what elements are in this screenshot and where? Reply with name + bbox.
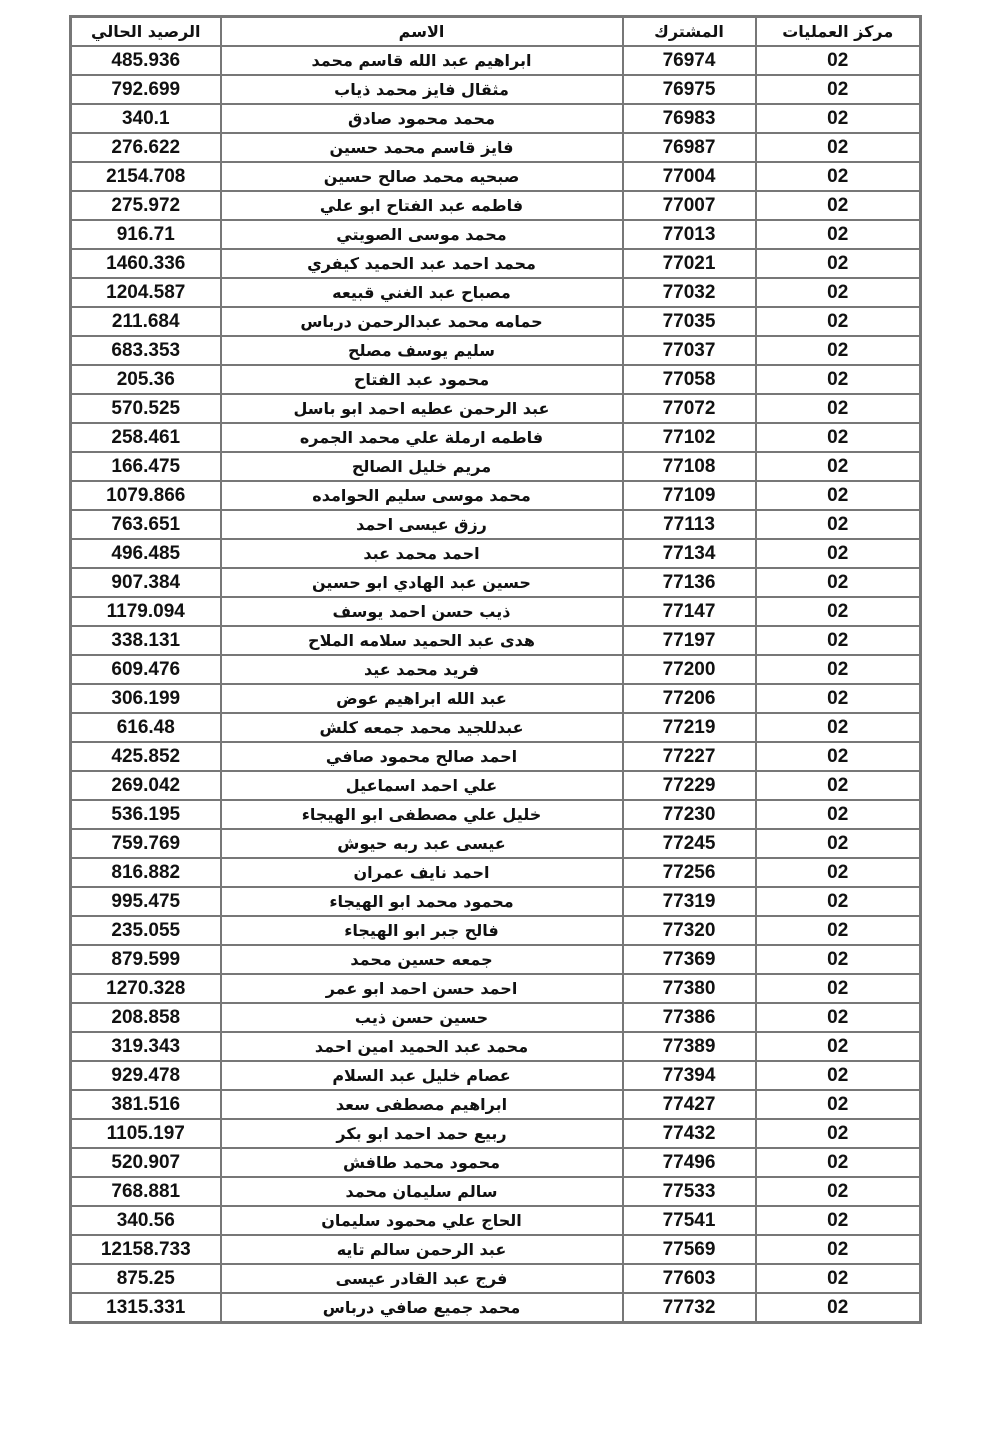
- cell-current-balance: 907.384: [71, 568, 221, 597]
- cell-current-balance: 496.485: [71, 539, 221, 568]
- cell-name: جمعه حسين محمد: [221, 945, 623, 974]
- table-row: [71, 974, 921, 1003]
- cell-current-balance: 12158.733: [71, 1235, 221, 1264]
- cell-name: حمامه محمد عبدالرحمن درباس: [221, 307, 623, 336]
- header-operations-center: مركز العمليات: [756, 17, 921, 47]
- cell-name: ربيع حمد احمد ابو بكر: [221, 1119, 623, 1148]
- cell-operations-center: 02: [756, 1003, 921, 1032]
- cell-operations-center: 02: [756, 1264, 921, 1293]
- cell-subscriber: 77394: [623, 1061, 756, 1090]
- cell-name: احمد محمد عبد: [221, 539, 623, 568]
- table-row: [71, 1235, 921, 1264]
- header-current-balance: الرصيد الحالي: [71, 17, 221, 47]
- cell-current-balance: 816.882: [71, 858, 221, 887]
- table-row: [71, 829, 921, 858]
- cell-subscriber: 77108: [623, 452, 756, 481]
- cell-subscriber: 77007: [623, 191, 756, 220]
- table-row: [71, 771, 921, 800]
- cell-operations-center: 02: [756, 1061, 921, 1090]
- cell-operations-center: 02: [756, 742, 921, 771]
- table-row: [71, 742, 921, 771]
- cell-operations-center: 02: [756, 539, 921, 568]
- cell-operations-center: 02: [756, 249, 921, 278]
- cell-subscriber: 77319: [623, 887, 756, 916]
- cell-name: فريد محمد عيد: [221, 655, 623, 684]
- cell-name: حسين حسن ذيب: [221, 1003, 623, 1032]
- cell-operations-center: 02: [756, 220, 921, 249]
- cell-subscriber: 76987: [623, 133, 756, 162]
- table-row: [71, 249, 921, 278]
- cell-current-balance: 1179.094: [71, 597, 221, 626]
- cell-name: هدى عبد الحميد سلامه الملاح: [221, 626, 623, 655]
- table-row: [71, 1206, 921, 1235]
- cell-subscriber: 77533: [623, 1177, 756, 1206]
- cell-operations-center: 02: [756, 1177, 921, 1206]
- table-row: [71, 1119, 921, 1148]
- cell-current-balance: 166.475: [71, 452, 221, 481]
- cell-operations-center: 02: [756, 510, 921, 539]
- cell-operations-center: 02: [756, 365, 921, 394]
- cell-subscriber: 77230: [623, 800, 756, 829]
- cell-name: احمد حسن احمد ابو عمر: [221, 974, 623, 1003]
- cell-name: محمد عبد الحميد امين احمد: [221, 1032, 623, 1061]
- cell-current-balance: 1204.587: [71, 278, 221, 307]
- cell-name: ابراهيم عبد الله قاسم محمد: [221, 46, 623, 75]
- cell-name: عبد الرحمن سالم تايه: [221, 1235, 623, 1264]
- cell-operations-center: 02: [756, 713, 921, 742]
- cell-name: ابراهيم مصطفى سعد: [221, 1090, 623, 1119]
- cell-subscriber: 76975: [623, 75, 756, 104]
- table-row: [71, 626, 921, 655]
- cell-operations-center: 02: [756, 1032, 921, 1061]
- cell-current-balance: 570.525: [71, 394, 221, 423]
- cell-current-balance: 879.599: [71, 945, 221, 974]
- table-row: [71, 1264, 921, 1293]
- cell-subscriber: 77035: [623, 307, 756, 336]
- table-row: [71, 887, 921, 916]
- cell-name: عبد الله ابراهيم عوض: [221, 684, 623, 713]
- table-row: [71, 307, 921, 336]
- cell-operations-center: 02: [756, 597, 921, 626]
- cell-operations-center: 02: [756, 858, 921, 887]
- cell-operations-center: 02: [756, 394, 921, 423]
- table-row: [71, 336, 921, 365]
- cell-name: مصباح عبد الغني قبيعه: [221, 278, 623, 307]
- cell-name: احمد صالح محمود صافي: [221, 742, 623, 771]
- cell-subscriber: 77032: [623, 278, 756, 307]
- table-row: [71, 1032, 921, 1061]
- cell-subscriber: 77037: [623, 336, 756, 365]
- cell-operations-center: 02: [756, 1235, 921, 1264]
- cell-current-balance: 1079.866: [71, 481, 221, 510]
- table-row: [71, 916, 921, 945]
- table-row: [71, 539, 921, 568]
- cell-subscriber: 77219: [623, 713, 756, 742]
- table-row: [71, 220, 921, 249]
- table-row: [71, 684, 921, 713]
- cell-name: مثقال فايز محمد ذياب: [221, 75, 623, 104]
- table-row: [71, 1003, 921, 1032]
- cell-current-balance: 269.042: [71, 771, 221, 800]
- cell-subscriber: 77206: [623, 684, 756, 713]
- cell-operations-center: 02: [756, 974, 921, 1003]
- cell-current-balance: 995.475: [71, 887, 221, 916]
- cell-name: فايز قاسم محمد حسين: [221, 133, 623, 162]
- cell-current-balance: 1270.328: [71, 974, 221, 1003]
- cell-operations-center: 02: [756, 945, 921, 974]
- cell-current-balance: 276.622: [71, 133, 221, 162]
- table-row: [71, 858, 921, 887]
- cell-operations-center: 02: [756, 336, 921, 365]
- cell-operations-center: 02: [756, 887, 921, 916]
- cell-subscriber: 77102: [623, 423, 756, 452]
- cell-subscriber: 77541: [623, 1206, 756, 1235]
- table-row: [71, 365, 921, 394]
- cell-name: سالم سليمان محمد: [221, 1177, 623, 1206]
- table-row: [71, 191, 921, 220]
- table-row: [71, 452, 921, 481]
- cell-subscriber: 77229: [623, 771, 756, 800]
- table-row: [71, 800, 921, 829]
- cell-current-balance: 616.48: [71, 713, 221, 742]
- cell-current-balance: 235.055: [71, 916, 221, 945]
- table-row: [71, 945, 921, 974]
- cell-subscriber: 77432: [623, 1119, 756, 1148]
- cell-name: عيسى عبد ربه حيوش: [221, 829, 623, 858]
- cell-operations-center: 02: [756, 1090, 921, 1119]
- cell-subscriber: 77197: [623, 626, 756, 655]
- cell-subscriber: 77227: [623, 742, 756, 771]
- cell-operations-center: 02: [756, 1119, 921, 1148]
- cell-subscriber: 77147: [623, 597, 756, 626]
- cell-subscriber: 77369: [623, 945, 756, 974]
- cell-current-balance: 875.25: [71, 1264, 221, 1293]
- cell-name: عبد الرحمن عطيه احمد ابو باسل: [221, 394, 623, 423]
- cell-subscriber: 77058: [623, 365, 756, 394]
- cell-name: محمود عبد الفتاح: [221, 365, 623, 394]
- cell-current-balance: 340.1: [71, 104, 221, 133]
- cell-current-balance: 2154.708: [71, 162, 221, 191]
- cell-operations-center: 02: [756, 800, 921, 829]
- cell-current-balance: 1460.336: [71, 249, 221, 278]
- cell-operations-center: 02: [756, 452, 921, 481]
- table-row: [71, 1177, 921, 1206]
- cell-current-balance: 1105.197: [71, 1119, 221, 1148]
- header-subscriber: المشترك: [623, 17, 756, 47]
- cell-operations-center: 02: [756, 104, 921, 133]
- cell-current-balance: 929.478: [71, 1061, 221, 1090]
- table-row: [71, 1293, 921, 1323]
- table-row: [71, 597, 921, 626]
- cell-subscriber: 77732: [623, 1293, 756, 1323]
- cell-current-balance: 319.343: [71, 1032, 221, 1061]
- cell-subscriber: 77386: [623, 1003, 756, 1032]
- cell-name: عصام خليل عبد السلام: [221, 1061, 623, 1090]
- cell-operations-center: 02: [756, 75, 921, 104]
- cell-current-balance: 609.476: [71, 655, 221, 684]
- table-body: [71, 46, 921, 1323]
- cell-operations-center: 02: [756, 162, 921, 191]
- cell-subscriber: 77109: [623, 481, 756, 510]
- cell-name: الحاج علي محمود سليمان: [221, 1206, 623, 1235]
- cell-subscriber: 77004: [623, 162, 756, 191]
- table-row: [71, 75, 921, 104]
- cell-name: احمد نايف عمران: [221, 858, 623, 887]
- cell-name: عبدللجيد محمد جمعه كلش: [221, 713, 623, 742]
- cell-subscriber: 76983: [623, 104, 756, 133]
- cell-subscriber: 77134: [623, 539, 756, 568]
- table-row: [71, 278, 921, 307]
- table-row: [71, 1061, 921, 1090]
- cell-name: مريم خليل الصالح: [221, 452, 623, 481]
- cell-current-balance: 381.516: [71, 1090, 221, 1119]
- cell-operations-center: 02: [756, 423, 921, 452]
- cell-subscriber: 77072: [623, 394, 756, 423]
- cell-operations-center: 02: [756, 916, 921, 945]
- cell-operations-center: 02: [756, 568, 921, 597]
- cell-subscriber: 77013: [623, 220, 756, 249]
- cell-name: محمد محمود صادق: [221, 104, 623, 133]
- cell-current-balance: 792.699: [71, 75, 221, 104]
- cell-subscriber: 77245: [623, 829, 756, 858]
- table-row: [71, 510, 921, 539]
- cell-current-balance: 205.36: [71, 365, 221, 394]
- cell-operations-center: 02: [756, 684, 921, 713]
- cell-name: محمد موسى الصويتي: [221, 220, 623, 249]
- cell-operations-center: 02: [756, 1148, 921, 1177]
- cell-name: رزق عيسى احمد: [221, 510, 623, 539]
- cell-name: فالح جبر ابو الهيجاء: [221, 916, 623, 945]
- cell-operations-center: 02: [756, 829, 921, 858]
- cell-name: محمود محمد ابو الهيجاء: [221, 887, 623, 916]
- table-row: [71, 162, 921, 191]
- cell-current-balance: 759.769: [71, 829, 221, 858]
- cell-subscriber: 77256: [623, 858, 756, 887]
- table-row: [71, 133, 921, 162]
- cell-current-balance: 763.651: [71, 510, 221, 539]
- table-row: [71, 1148, 921, 1177]
- table-row: [71, 423, 921, 452]
- document-page: [69, 15, 919, 1324]
- cell-subscriber: 77380: [623, 974, 756, 1003]
- cell-current-balance: 275.972: [71, 191, 221, 220]
- cell-name: علي احمد اسماعيل: [221, 771, 623, 800]
- table-row: [71, 481, 921, 510]
- cell-name: فاطمه ارملة علي محمد الجمره: [221, 423, 623, 452]
- cell-current-balance: 208.858: [71, 1003, 221, 1032]
- cell-operations-center: 02: [756, 771, 921, 800]
- cell-current-balance: 340.56: [71, 1206, 221, 1235]
- cell-name: ذيب حسن احمد يوسف: [221, 597, 623, 626]
- cell-subscriber: 77113: [623, 510, 756, 539]
- cell-name: خليل علي مصطفى ابو الهيجاء: [221, 800, 623, 829]
- cell-operations-center: 02: [756, 626, 921, 655]
- cell-name: سليم يوسف مصلح: [221, 336, 623, 365]
- cell-current-balance: 916.71: [71, 220, 221, 249]
- cell-operations-center: 02: [756, 655, 921, 684]
- table-row: [71, 655, 921, 684]
- cell-current-balance: 425.852: [71, 742, 221, 771]
- cell-current-balance: 768.881: [71, 1177, 221, 1206]
- cell-current-balance: 485.936: [71, 46, 221, 75]
- cell-current-balance: 1315.331: [71, 1293, 221, 1323]
- cell-operations-center: 02: [756, 481, 921, 510]
- table-row: [71, 46, 921, 75]
- cell-operations-center: 02: [756, 133, 921, 162]
- cell-subscriber: 77200: [623, 655, 756, 684]
- cell-subscriber: 77021: [623, 249, 756, 278]
- cell-subscriber: 77603: [623, 1264, 756, 1293]
- table-row: [71, 1090, 921, 1119]
- table-row: [71, 568, 921, 597]
- cell-current-balance: 211.684: [71, 307, 221, 336]
- cell-name: محمود محمد طافش: [221, 1148, 623, 1177]
- cell-name: صبحيه محمد صالح حسين: [221, 162, 623, 191]
- cell-subscriber: 76974: [623, 46, 756, 75]
- cell-operations-center: 02: [756, 1293, 921, 1323]
- table-row: [71, 713, 921, 742]
- cell-operations-center: 02: [756, 307, 921, 336]
- cell-name: فرج عبد القادر عيسى: [221, 1264, 623, 1293]
- cell-name: حسين عبد الهادي ابو حسين: [221, 568, 623, 597]
- table-header-row: [71, 17, 921, 47]
- cell-current-balance: 306.199: [71, 684, 221, 713]
- cell-name: فاطمه عبد الفتاح ابو علي: [221, 191, 623, 220]
- cell-current-balance: 683.353: [71, 336, 221, 365]
- cell-subscriber: 77389: [623, 1032, 756, 1061]
- cell-current-balance: 338.131: [71, 626, 221, 655]
- cell-name: محمد موسى سليم الحوامده: [221, 481, 623, 510]
- header-name: الاسم: [221, 17, 623, 47]
- cell-subscriber: 77136: [623, 568, 756, 597]
- cell-current-balance: 258.461: [71, 423, 221, 452]
- cell-current-balance: 520.907: [71, 1148, 221, 1177]
- cell-name: محمد جميع صافي درباس: [221, 1293, 623, 1323]
- cell-operations-center: 02: [756, 46, 921, 75]
- cell-subscriber: 77569: [623, 1235, 756, 1264]
- cell-subscriber: 77496: [623, 1148, 756, 1177]
- cell-subscriber: 77427: [623, 1090, 756, 1119]
- cell-current-balance: 536.195: [71, 800, 221, 829]
- cell-operations-center: 02: [756, 1206, 921, 1235]
- cell-operations-center: 02: [756, 191, 921, 220]
- cell-operations-center: 02: [756, 278, 921, 307]
- cell-subscriber: 77320: [623, 916, 756, 945]
- cell-name: محمد احمد عبد الحميد كيفري: [221, 249, 623, 278]
- table-row: [71, 104, 921, 133]
- balances-table: [69, 15, 922, 1324]
- table-row: [71, 394, 921, 423]
